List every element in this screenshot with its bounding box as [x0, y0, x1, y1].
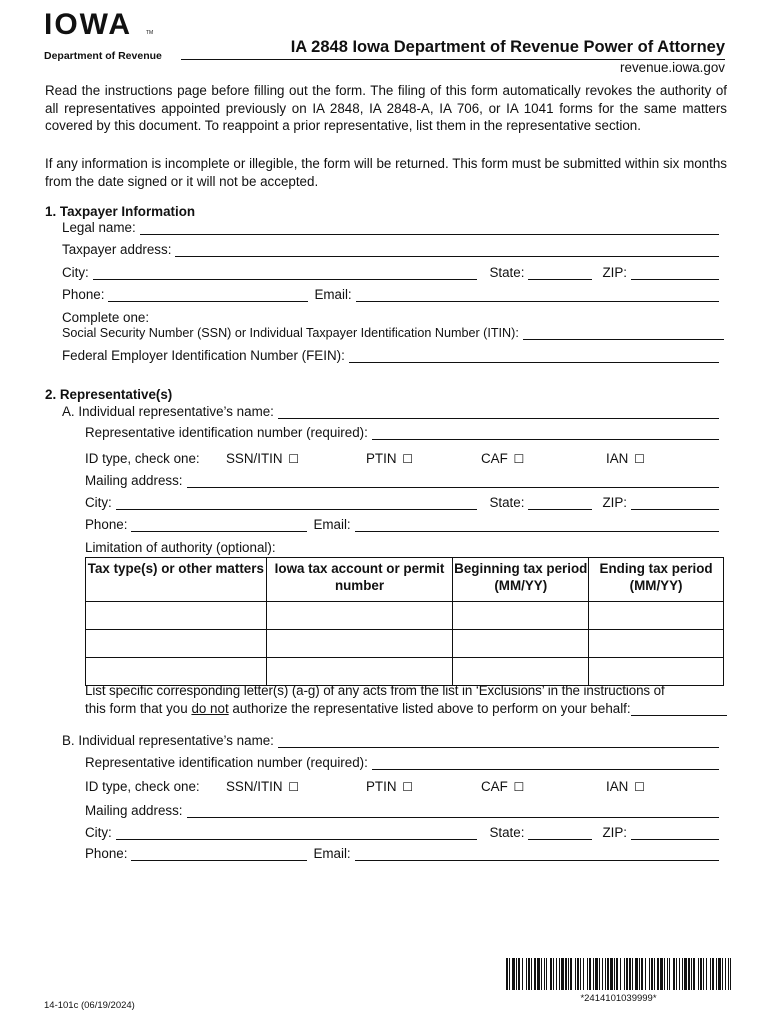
ssn-itin-field[interactable] [62, 326, 724, 340]
table-cell[interactable] [453, 630, 589, 658]
table-cell[interactable] [589, 602, 724, 630]
rep-a-mailing-label: Mailing address: [85, 473, 183, 488]
caf-label: CAF [481, 451, 508, 466]
taxpayer-contact-row [62, 287, 719, 302]
ian-label: IAN [606, 779, 629, 794]
rep-b-ptin-checkbox[interactable] [366, 779, 413, 794]
city-line[interactable] [116, 496, 478, 510]
checkbox-icon[interactable]: ☐ [513, 780, 525, 794]
email-line[interactable] [355, 847, 719, 861]
exclusions-text-line2: this form that you do not authorize the representative listed above to perform on your behalf: [85, 701, 631, 716]
zip-line[interactable] [631, 266, 719, 280]
checkbox-icon[interactable]: ☐ [288, 780, 300, 794]
taxpayer-address-line[interactable] [175, 243, 719, 257]
table-row [86, 658, 724, 686]
city-line[interactable] [116, 826, 478, 840]
zip-label: ZIP: [602, 265, 627, 280]
phone-line[interactable] [108, 288, 308, 302]
rep-b-caf-checkbox[interactable] [481, 779, 524, 794]
zip-label: ZIP: [602, 495, 627, 510]
checkbox-icon[interactable]: ☐ [402, 780, 414, 794]
taxpayer-address-field[interactable] [62, 242, 719, 257]
email-label: Email: [313, 517, 351, 532]
state-label: State: [489, 495, 525, 510]
state-label: State: [489, 265, 525, 280]
rep-a-id-number-label: Representative identification number (required): [85, 425, 368, 440]
exclusions-text-line1: List specific corresponding letter(s) (a-g) of any acts from the list in ‘Exclusions’ in the instructions of [85, 683, 665, 698]
table-row [86, 630, 724, 658]
city-label: City: [62, 265, 89, 280]
checkbox-icon[interactable]: ☐ [288, 452, 300, 466]
table-header: Iowa tax account or permit number [266, 558, 453, 602]
city-label: City: [85, 495, 112, 510]
state-label: State: [489, 825, 525, 840]
rep-a-caf-checkbox[interactable] [481, 451, 524, 466]
exclusions-field[interactable] [85, 701, 727, 716]
rep-b-mailing-line[interactable] [187, 804, 719, 818]
table-cell[interactable] [86, 630, 267, 658]
rep-a-id-number-field[interactable] [85, 425, 719, 440]
taxpayer-address-label: Taxpayer address: [62, 242, 172, 257]
barcode-image [506, 958, 731, 990]
checkbox-icon[interactable]: ☐ [634, 452, 645, 466]
rep-b-ian-checkbox[interactable] [606, 779, 645, 794]
rep-a-name-field[interactable] [62, 404, 719, 419]
fein-field[interactable] [62, 348, 719, 363]
ssn-itin-label: SSN/ITIN [226, 779, 283, 794]
page-title: IA 2848 Iowa Department of Revenue Power of Attorney [290, 38, 725, 56]
email-line[interactable] [355, 518, 719, 532]
rep-b-ssn-itin-checkbox[interactable] [226, 779, 299, 794]
table-header-row [86, 558, 724, 602]
city-line[interactable] [93, 266, 478, 280]
limitation-table [85, 557, 724, 686]
rep-b-contact-row [85, 846, 719, 861]
table-cell[interactable] [86, 602, 267, 630]
ian-label: IAN [606, 451, 629, 466]
intro-paragraph-1: Read the instructions page before filling out the form. The filing of this form automatically revokes the authority of all representatives appointed previously on IA 2848, IA 2848-A, IA 706, or IA 1041 forms for the same matters covered by this document. To reappoint a prior representative, list them in the representative section. [45, 83, 727, 133]
rep-a-contact-row [85, 517, 719, 532]
phone-line[interactable] [131, 847, 307, 861]
rep-a-mailing-line[interactable] [187, 474, 719, 488]
table-header: Tax type(s) or other matters [86, 558, 267, 602]
table-cell[interactable] [266, 602, 453, 630]
rep-a-name-label: A. Individual representative’s name: [62, 404, 274, 419]
phone-label: Phone: [85, 517, 128, 532]
ssn-itin-label: SSN/ITIN [226, 451, 283, 466]
table-cell[interactable] [589, 630, 724, 658]
email-label: Email: [314, 287, 352, 302]
rep-b-id-number-label: Representative identification number (required): [85, 755, 368, 770]
rep-a-ian-checkbox[interactable] [606, 451, 645, 466]
state-line[interactable] [528, 826, 592, 840]
section2-heading: 2. Representative(s) [45, 387, 173, 402]
email-line[interactable] [356, 288, 719, 302]
rep-a-ssn-itin-checkbox[interactable] [226, 451, 299, 466]
rep-a-name-line[interactable] [278, 405, 719, 419]
phone-line[interactable] [131, 518, 307, 532]
phone-label: Phone: [85, 846, 128, 861]
fein-label: Federal Employer Identification Number (FEIN): [62, 348, 345, 363]
fein-line[interactable] [349, 349, 719, 363]
rep-b-id-number-field[interactable] [85, 755, 719, 770]
legal-name-field[interactable] [62, 220, 719, 235]
checkbox-icon[interactable]: ☐ [402, 452, 414, 466]
website-url: revenue.iowa.gov [620, 60, 725, 75]
checkbox-icon[interactable]: ☐ [634, 780, 645, 794]
rep-a-mailing-field[interactable] [85, 473, 719, 488]
zip-line[interactable] [631, 826, 719, 840]
limitation-label: Limitation of authority (optional): [85, 540, 276, 555]
table-cell[interactable] [266, 658, 453, 686]
table-cell[interactable] [266, 630, 453, 658]
ptin-label: PTIN [366, 779, 397, 794]
legal-name-line[interactable] [140, 221, 719, 235]
checkbox-icon[interactable]: ☐ [513, 452, 525, 466]
legal-name-label: Legal name: [62, 220, 136, 235]
rep-a-id-type-label: ID type, check one: [85, 451, 200, 466]
do-not-emphasis: do not [191, 701, 229, 716]
barcode-number: *2414101039999* [580, 993, 657, 1004]
table-header: Beginning tax period (MM/YY) [453, 558, 589, 602]
zip-label: ZIP: [602, 825, 627, 840]
form-number: 14-101c (06/19/2024) [44, 1000, 135, 1011]
section1-heading: 1. Taxpayer Information [45, 204, 196, 219]
table-cell[interactable] [453, 658, 589, 686]
table-cell[interactable] [589, 658, 724, 686]
rep-b-mailing-field[interactable] [85, 803, 719, 818]
table-header: Ending tax period (MM/YY) [589, 558, 724, 602]
table-cell[interactable] [453, 602, 589, 630]
rep-a-city-row [85, 495, 719, 510]
table-cell[interactable] [86, 658, 267, 686]
rep-b-name-field[interactable] [62, 733, 719, 748]
intro-paragraph-2: If any information is incomplete or illegible, the form will be returned. This form must be submitted within six months from the date signed or it will not be accepted. [45, 156, 727, 189]
rep-a-ptin-checkbox[interactable] [366, 451, 413, 466]
rep-a-id-number-line[interactable] [372, 426, 719, 440]
exclusions-line[interactable] [631, 702, 727, 716]
taxpayer-city-row [62, 265, 719, 280]
rep-b-name-label: B. Individual representative’s name: [62, 733, 274, 748]
department-name: Department of Revenue [44, 50, 162, 62]
phone-label: Phone: [62, 287, 105, 302]
rep-b-id-type-label: ID type, check one: [85, 779, 200, 794]
zip-line[interactable] [631, 496, 719, 510]
ssn-itin-label: Social Security Number (SSN) or Individual Taxpayer Identification Number (ITIN): [62, 326, 519, 340]
caf-label: CAF [481, 779, 508, 794]
ssn-itin-line[interactable] [523, 326, 724, 340]
table-row [86, 602, 724, 630]
state-line[interactable] [528, 496, 592, 510]
complete-one-label: Complete one: [62, 310, 150, 325]
rep-b-id-number-line[interactable] [372, 756, 719, 770]
city-label: City: [85, 825, 112, 840]
rep-b-mailing-label: Mailing address: [85, 803, 183, 818]
email-label: Email: [313, 846, 351, 861]
rep-b-name-line[interactable] [278, 734, 719, 748]
logo-trademark: TM [146, 30, 154, 36]
state-line[interactable] [528, 266, 592, 280]
ptin-label: PTIN [366, 451, 397, 466]
iowa-logo: IOWA [44, 8, 132, 41]
rep-b-city-row [85, 825, 719, 840]
